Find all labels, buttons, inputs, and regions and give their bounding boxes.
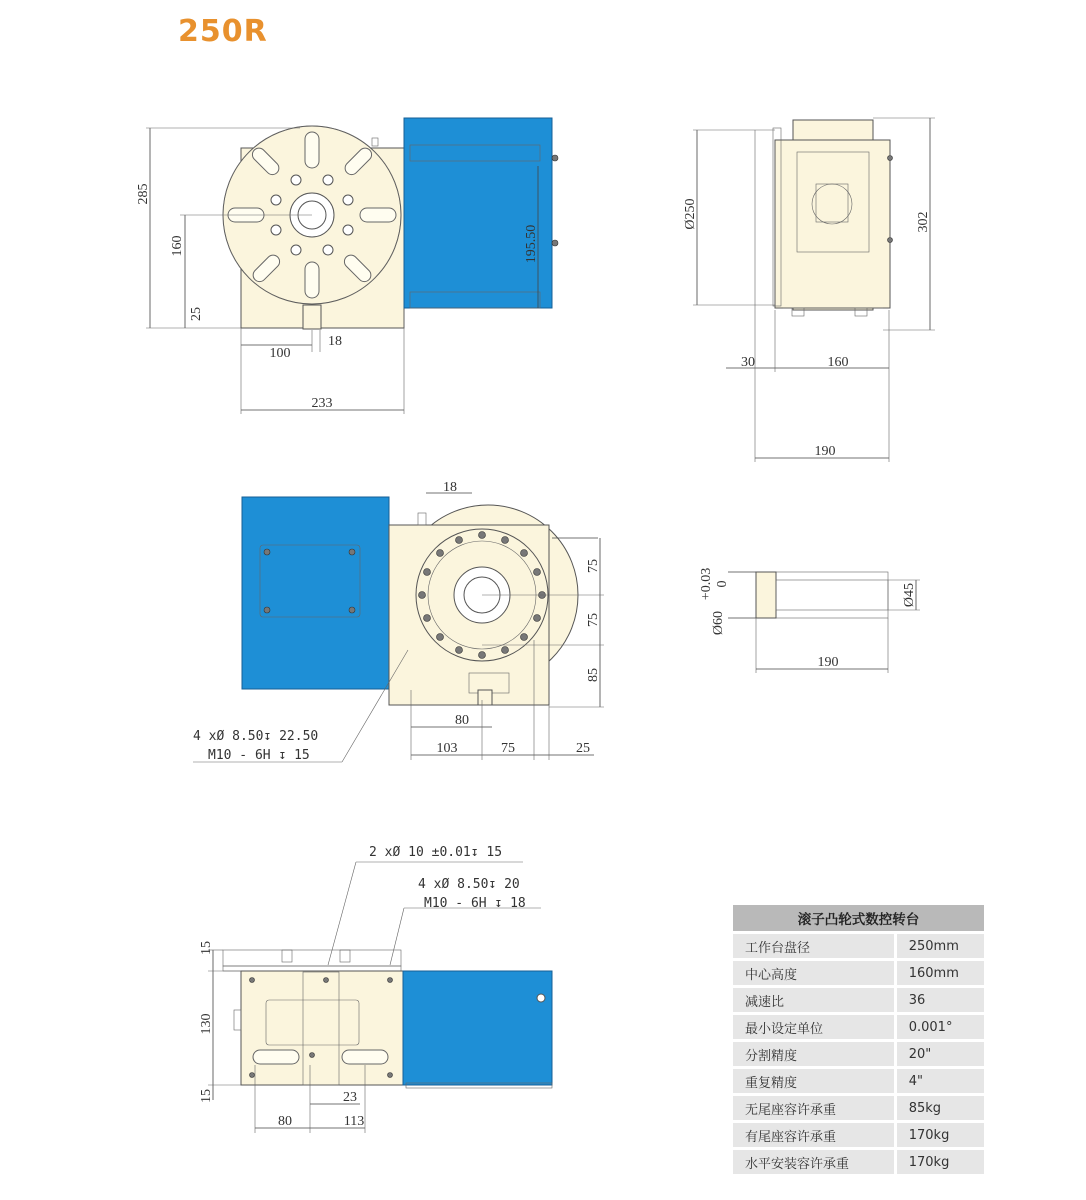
dim-160-side: 160 [827,355,849,370]
spec-value: 160mm [894,961,984,985]
dim-75-b: 75 [586,613,601,627]
table-row [733,934,984,958]
top-view [193,480,604,763]
dim-285: 285 [136,183,151,205]
top-hole-note-1: 4 xØ 8.50↧ 22.50 [193,729,319,744]
shaft-detail [699,568,920,673]
bottom-note-2: 4 xØ 8.50↧ 20 [418,877,520,892]
dim-160: 160 [170,235,185,257]
dim-75-c: 75 [501,741,515,756]
table-row [733,961,984,985]
dim-15-top: 15 [199,941,214,955]
bottom-note-1: 2 xØ 10 ±0.01↧ 15 [369,845,503,860]
dim-100: 100 [269,346,291,361]
table-row [733,1069,984,1093]
spec-value: 36 [894,988,984,1012]
page-title: 250R [178,14,268,49]
spec-value: 250mm [894,934,984,958]
shaft-tol-lower: 0 [715,580,730,588]
shaft-length-190: 190 [817,655,839,670]
spec-label: 中心高度 [733,961,894,985]
dim-103: 103 [436,741,458,756]
side-view [683,118,935,462]
spec-table-header: 滚子凸轮式数控转台 [733,905,984,931]
dim-25: 25 [189,307,204,321]
dim-30: 30 [741,355,755,370]
table-row [733,1123,984,1147]
dim-75-a: 75 [586,559,601,573]
dim-23: 23 [343,1090,357,1105]
spec-table [733,902,984,1177]
top-hole-note-2: M10 - 6H ↧ 15 [208,748,310,763]
spec-value: 20" [894,1042,984,1066]
spec-label: 最小设定单位 [733,1015,894,1039]
dim-80-bottom: 80 [278,1114,292,1129]
spec-label: 工作台盘径 [733,934,894,958]
spec-value: 4" [894,1069,984,1093]
dim-195-50: 195.50 [524,224,539,264]
spec-value: 0.001° [894,1015,984,1039]
table-row [733,1015,984,1039]
bottom-note-3: M10 - 6H ↧ 18 [424,896,526,911]
spec-label: 无尾座容许承重 [733,1096,894,1120]
dim-diameter-250: Ø250 [683,198,698,230]
shaft-diameter-60: Ø60 [711,610,726,636]
dim-18-top: 18 [443,480,457,495]
spec-value: 170kg [894,1123,984,1147]
spec-label: 水平安装容许承重 [733,1150,894,1174]
table-row [733,1042,984,1066]
shaft-diameter-45: Ø45 [902,582,917,608]
dim-85: 85 [586,668,601,682]
dim-190-side: 190 [814,444,836,459]
shaft-tol-upper: +0.03 [699,567,714,601]
dim-80-top: 80 [455,713,469,728]
table-row [733,1150,984,1174]
table-row [733,988,984,1012]
spec-value: 170kg [894,1150,984,1174]
spec-label: 分割精度 [733,1042,894,1066]
dim-130: 130 [199,1013,214,1035]
dim-113: 113 [343,1114,365,1129]
bottom-view [199,845,552,1133]
dim-15-bottom: 15 [199,1089,214,1103]
dim-233: 233 [311,396,333,411]
front-view [136,118,558,414]
table-row [733,1096,984,1120]
spec-label: 重复精度 [733,1069,894,1093]
spec-label: 有尾座容许承重 [733,1123,894,1147]
dim-18: 18 [328,334,342,349]
dim-302: 302 [916,211,931,233]
dim-25-top: 25 [576,741,590,756]
spec-value: 85kg [894,1096,984,1120]
spec-label: 减速比 [733,988,894,1012]
